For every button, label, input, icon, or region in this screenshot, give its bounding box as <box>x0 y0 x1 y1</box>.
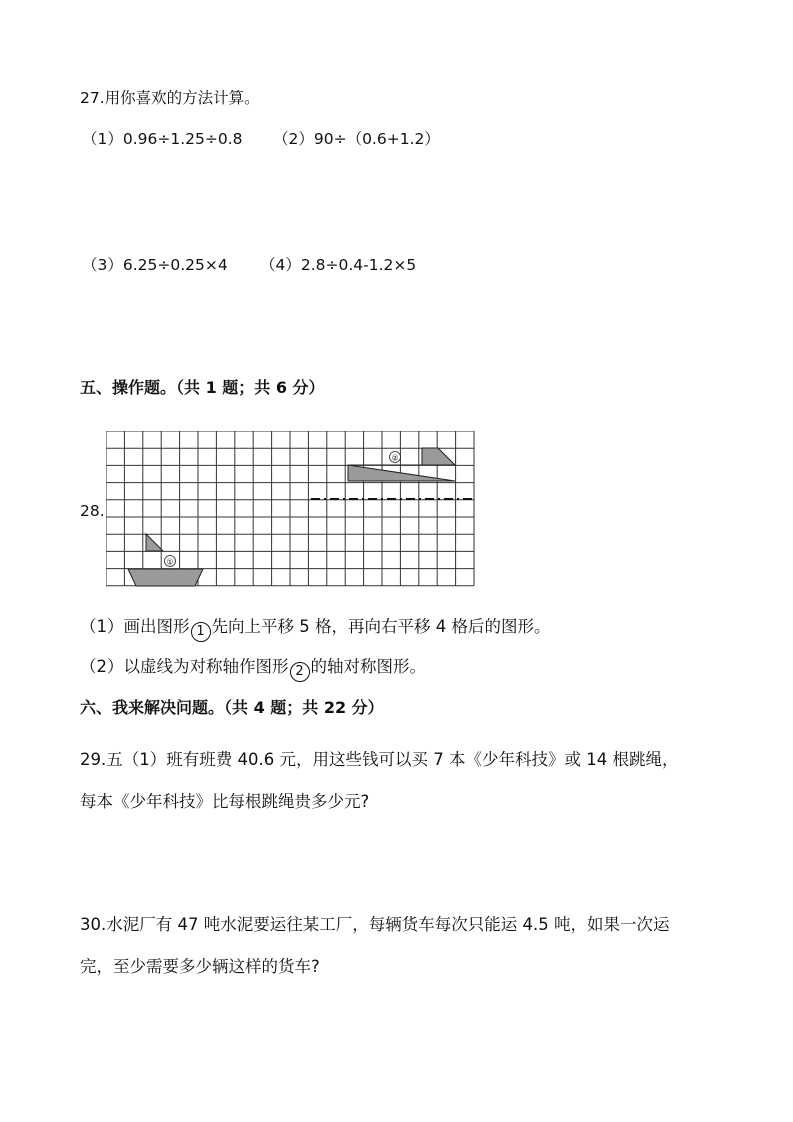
shape1-base <box>128 569 203 586</box>
q27-part3: （3）6.25÷0.25×4 <box>82 256 228 274</box>
q30-line2: 完，至少需要多少辆这样的货车? <box>80 957 320 976</box>
shape2-label: ② <box>391 453 399 463</box>
q29-line1: 29.五（1）班有班费 40.6 元，用这些钱可以买 7 本《少年科技》或 14 根跳绳， <box>80 750 679 769</box>
shape1-sail <box>146 534 163 551</box>
section6-heading: 六、我来解决问题。（共 4 题；共 22 分） <box>80 698 384 717</box>
q28-subq1 <box>80 617 550 642</box>
circle-1-icon: 1 <box>191 622 211 642</box>
q28-grid-figure <box>106 431 476 591</box>
shape1-label: ① <box>166 557 174 567</box>
q28-subq1-a: （1）画出图形 <box>80 617 190 636</box>
q28-subq2-b: 的轴对称图形。 <box>310 657 426 676</box>
q28-number: 28. <box>80 502 105 520</box>
section5-heading: 五、操作题。（共 1 题；共 6 分） <box>80 378 325 397</box>
q29-line2: 每本《少年科技》比每根跳绳贵多少元? <box>80 792 370 811</box>
q28-subq2 <box>80 657 426 682</box>
q28-subq1-b: 先向上平移 5 格，再向右平移 4 格后的图形。 <box>211 617 551 636</box>
q30-line1: 30.水泥厂有 47 吨水泥要运往某工厂，每辆货车每次只能运 4.5 吨，如果一次运 <box>80 915 670 934</box>
q27-title: 27.用你喜欢的方法计算。 <box>80 89 260 107</box>
q27-part1: （1）0.96÷1.25÷0.8 <box>82 130 243 148</box>
q27-part2: （2）90÷（0.6+1.2） <box>273 130 440 148</box>
q28-subq2-a: （2）以虚线为对称轴作图形 <box>80 657 289 676</box>
circle-2-icon: 2 <box>290 662 310 682</box>
grid-svg <box>106 431 476 587</box>
q27-part4: （4）2.8÷0.4-1.2×5 <box>260 256 417 274</box>
